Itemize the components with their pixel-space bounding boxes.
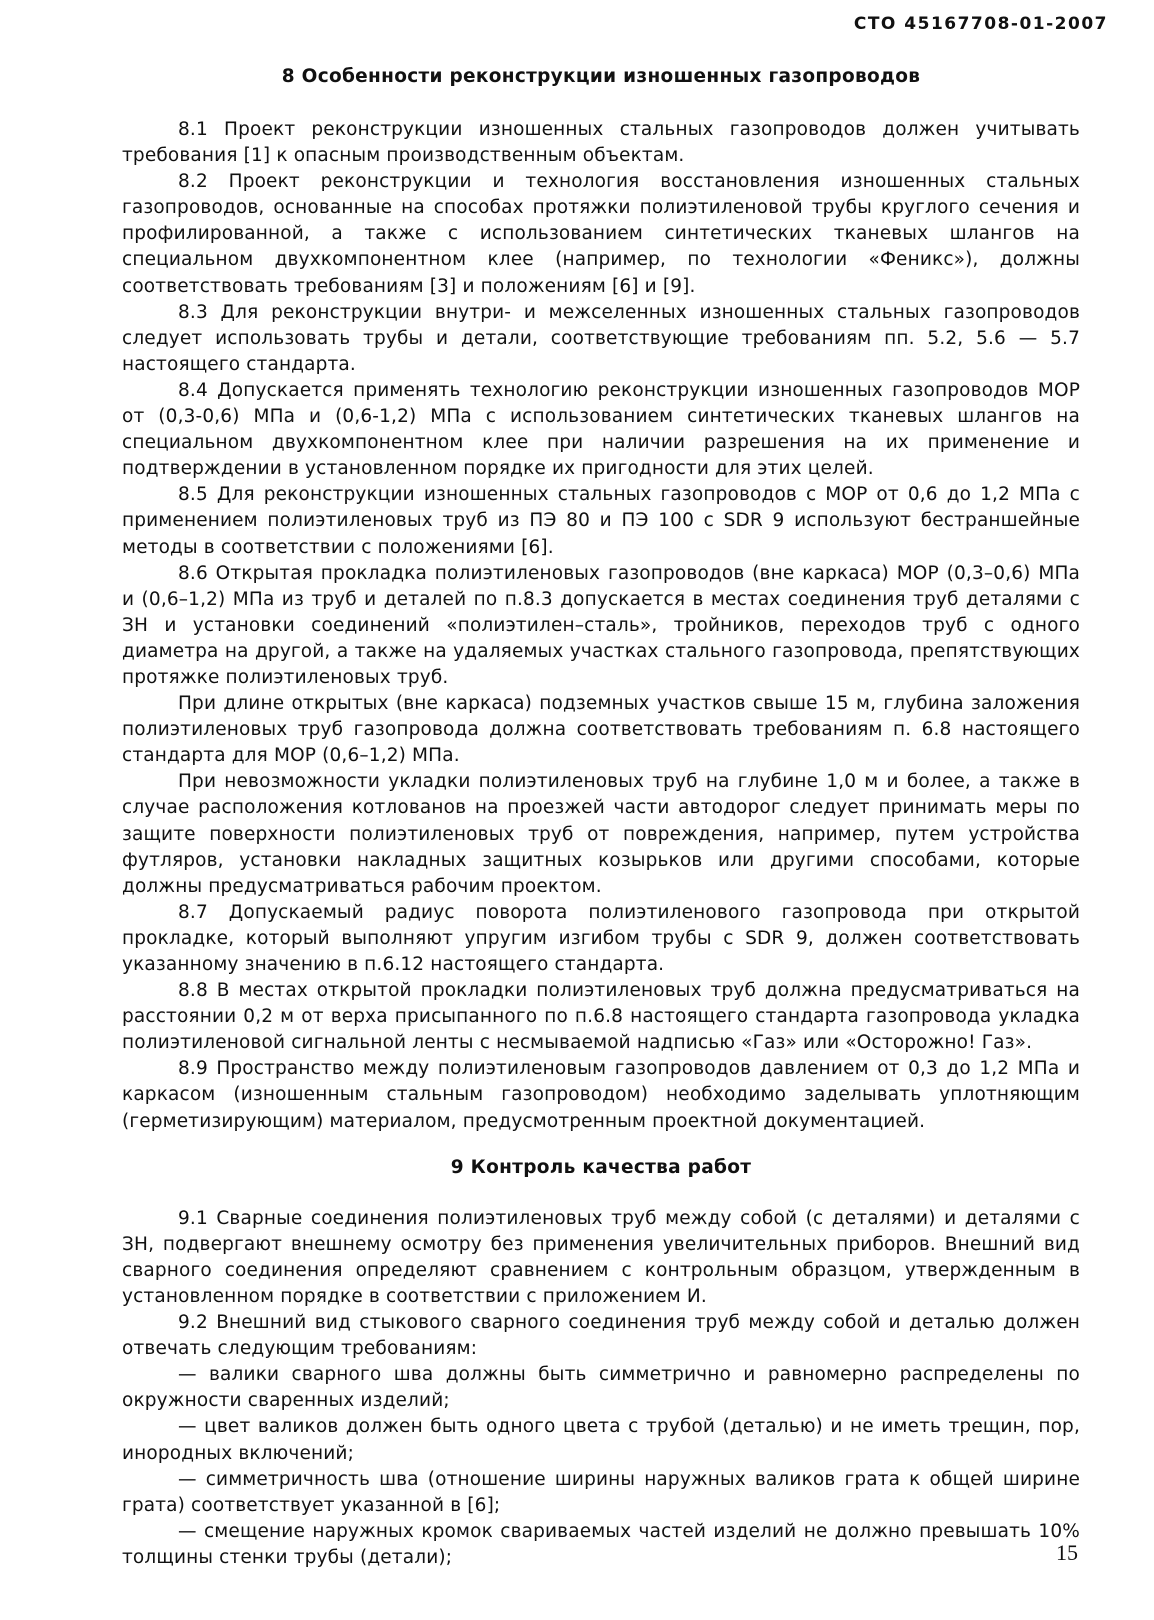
paragraph-8-5: 8.5 Для реконструкции изношенных стальных газопроводов с МОР от 0,6 до 1,2 МПа с применением полиэтиленовых труб из ПЭ 80 и ПЭ 100 с SDR 9 используют бестраншейные методы в соответствии с положениями [6].	[122, 484, 1080, 558]
paragraph-8-6: 8.6 Открытая прокладка полиэтиленовых газопроводов (вне каркаса) МОР (0,3–0,6) МПа и (0,6–1,2) МПа из труб и деталей по п.8.3 допускается в местах соединения труб деталями с ЗН и установки соединений «полиэтилен–сталь», тройников, переходов труб с одного диаметра на другой, а также на удаляемых участках стального газопровода, препятствующих протяжке полиэтиленовых труб.	[122, 562, 1080, 688]
section-9-title: 9 Контроль качества работ	[450, 1156, 752, 1178]
section-8-title: 8 Особенности реконструкции изношенных газопроводов	[281, 66, 921, 87]
paragraph-8-2: 8.2 Проект реконструкции и технология восстановления изношенных стальных газопроводов, основанные на способах протяжки полиэтиленовой трубы круглого сечения и профилированной, а также с использованием синтетических тканевых шлангов на специальном двухкомпонентном клее (например, по технологии «Феникс»), должны соответствовать требованиям [3] и положениям [6] и [9].	[122, 171, 1080, 297]
list-item-bead-distribution: — валики сварного шва должны быть симметрично и равномерно распределены по окружности сваренных изделий;	[122, 1364, 1080, 1412]
paragraph-8-6-open-length: При длине открытых (вне каркаса) подземных участков свыше 15 м, глубина заложения полиэтиленовых труб газопровода должна соответствовать требованиям п. 6.8 настоящего стандарта для МОР (0,6–1,2) МПа.	[122, 693, 1080, 767]
list-item-seam-symmetry: — симметричность шва (отношение ширины наружных валиков грата к общей ширине грата) соответствует указанной в [6];	[122, 1468, 1080, 1516]
paragraph-9-2: 9.2 Внешний вид стыкового сварного соединения труб между собой и деталью должен отвечать следующим требованиям:	[122, 1312, 1080, 1360]
paragraph-8-8: 8.8 В местах открытой прокладки полиэтиленовых труб должна предусматриваться на расстоянии 0,2 м от верха присыпанного по п.6.8 настоящего стандарта газопровода укладка полиэтиленовой сигнальной ленты с несмываемой надписью «Газ» или «Осторожно! Газ».	[122, 980, 1080, 1054]
paragraph-8-7: 8.7 Допускаемый радиус поворота полиэтиленового газопровода при открытой прокладке, который выполняют упругим изгибом трубы с SDR 9, должен соответствовать указанному значению в п.6.12 настоящего стандарта.	[122, 901, 1080, 975]
list-item-bead-color: — цвет валиков должен быть одного цвета с трубой (деталью) и не иметь трещин, пор, инородных включений;	[122, 1416, 1080, 1464]
document-code: СТО 45167708-01-2007	[853, 14, 1108, 34]
paragraph-9-1: 9.1 Сварные соединения полиэтиленовых труб между собой (с деталями) и деталями с ЗН, подвергают внешнему осмотру без применения увеличительных приборов. Внешний вид сварного соединения определяют сравнением с контрольным образцом, утвержденным в установленном порядке в соответствии с приложением И.	[122, 1207, 1080, 1307]
list-item-edge-offset: — смещение наружных кромок свариваемых частей изделий не должно превышать 10% толщины стенки трубы (детали);	[122, 1520, 1080, 1568]
paragraph-8-9: 8.9 Пространство между полиэтиленовым газопроводов давлением от 0,3 до 1,2 МПа и каркасом (изношенным стальным газопроводом) необходимо заделывать уплотняющим (герметизирующим) материалом, предусмотренным проектной документацией.	[122, 1058, 1080, 1132]
paragraph-8-6-protection: При невозможности укладки полиэтиленовых труб на глубине 1,0 м и более, а также в случае расположения котлованов на проезжей части автодорог следует принимать меры по защите поверхности полиэтиленовых труб от повреждения, например, путем устройства футляров, установки накладных защитных козырьков или другими способами, которые должны предусматриваться рабочим проектом.	[122, 771, 1080, 897]
paragraph-8-4: 8.4 Допускается применять технологию реконструкции изношенных газопроводов МОР от (0,3-0,6) МПа и (0,6-1,2) МПа с использованием синтетических тканевых шлангов на специальном двухкомпонентном клее при наличии разрешения на их применение и подтверждении в установленном порядке их пригодности для этих целей.	[122, 379, 1080, 480]
page-content	[122, 66, 1080, 1571]
paragraph-8-3: 8.3 Для реконструкции внутри- и межселенных изношенных стальных газопроводов следует использовать трубы и детали, соответствующие требованиям пп. 5.2, 5.6 — 5.7 настоящего стандарта.	[122, 301, 1080, 375]
paragraph-8-1: 8.1 Проект реконструкции изношенных стальных газопроводов должен учитывать требования [1] к опасным производственным объектам.	[122, 119, 1080, 167]
page-number: 15	[1056, 1540, 1078, 1565]
